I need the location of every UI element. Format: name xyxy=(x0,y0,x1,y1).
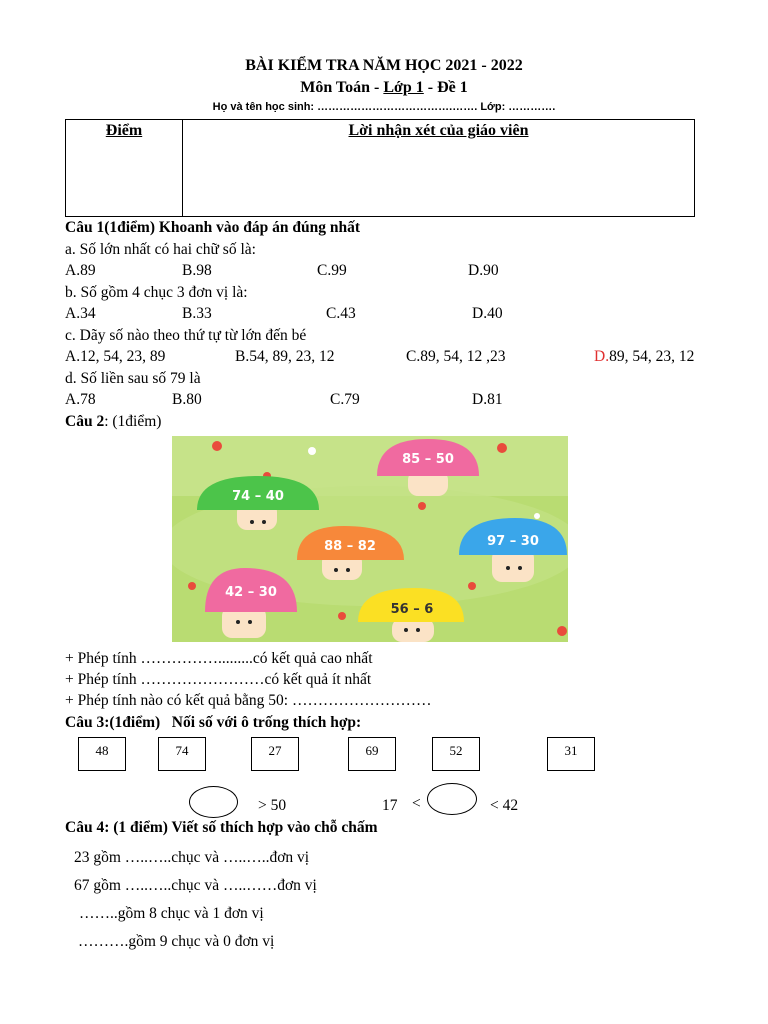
q4-line-9-chuc: ……….gồm 9 chục và 0 đơn vị xyxy=(78,933,275,950)
q1a-question: a. Số lớn nhất có hai chữ số là: xyxy=(65,241,256,258)
number-box-27[interactable]: 27 xyxy=(251,737,299,771)
q1c-option-a[interactable]: A.12, 54, 23, 89 xyxy=(65,348,166,365)
mushroom-label-2: 74 – 40 xyxy=(232,489,284,504)
q1b-option-a[interactable]: A.34 xyxy=(65,305,96,322)
mushroom-label-1: 85 – 50 xyxy=(402,452,454,467)
q1d-option-d[interactable]: D.81 xyxy=(472,391,503,408)
q2-line-highest: + Phép tính …………….........có kết quả cao nhất xyxy=(65,650,373,667)
q1c-question: c. Dãy số nào theo thứ tự từ lớn đến bé xyxy=(65,327,307,344)
mushroom-label-4: 97 – 30 xyxy=(487,534,539,549)
q1d-question: d. Số liền sau số 79 là xyxy=(65,370,201,387)
q1b-option-c[interactable]: C.43 xyxy=(326,305,356,322)
answer-oval-greater-50[interactable] xyxy=(189,786,238,818)
q1c-option-d-value: 89, 54, 23, 12 xyxy=(609,348,695,365)
mushroom-label-6: 56 – 6 xyxy=(390,602,434,617)
q3-title-label: Câu 3:(1điểm) xyxy=(65,714,161,731)
number-box-69[interactable]: 69 xyxy=(348,737,396,771)
q3-instruction: Nối số với ô trống thích hợp: xyxy=(171,714,362,731)
q2-points: : (1điểm) xyxy=(104,413,162,430)
q2-line-lowest: + Phép tính ……………………có kết quả ít nhất xyxy=(65,671,372,688)
q1c-option-d-letter: D. xyxy=(594,348,610,365)
condition-greater-50: > 50 xyxy=(258,797,287,814)
q1a-option-a[interactable]: A.89 xyxy=(65,262,96,279)
q2-title xyxy=(65,413,161,431)
q4-line-8-chuc: ……..gồm 8 chục và 1 đơn vị xyxy=(79,905,264,922)
condition-less-than-sign: < xyxy=(412,795,421,812)
q1d-option-b[interactable]: B.80 xyxy=(172,391,202,408)
number-box-74[interactable]: 74 xyxy=(158,737,206,771)
q1d-option-c[interactable]: C.79 xyxy=(330,391,360,408)
grade-label: Lớp 1 xyxy=(383,79,424,96)
exam-title: BÀI KIỂM TRA NĂM HỌC 2021 - 2022 xyxy=(245,57,523,74)
q1a-option-d[interactable]: D.90 xyxy=(468,262,499,279)
q1a-option-b[interactable]: B.98 xyxy=(182,262,212,279)
number-box-31[interactable]: 31 xyxy=(547,737,595,771)
q2-line-equals-50: + Phép tính nào có kết quả bằng 50: ……………………… xyxy=(65,692,432,709)
q1d-option-a[interactable]: A.78 xyxy=(65,391,96,408)
mushroom-illustration xyxy=(172,436,568,642)
q4-line-23: 23 gồm …..…..chục và …..…..đơn vị xyxy=(74,849,310,866)
q1c-option-b[interactable]: B.54, 89, 23, 12 xyxy=(235,348,335,365)
q1c-option-c[interactable]: C.89, 54, 12 ,23 xyxy=(406,348,506,365)
subtitle-separator: - xyxy=(427,79,434,96)
subject-label: Môn Toán - xyxy=(300,79,380,96)
number-box-52[interactable]: 52 xyxy=(432,737,480,771)
q2-title-label: Câu 2 xyxy=(65,413,105,430)
q4-title: Câu 4: (1 điểm) Viết số thích hợp vào chỗ chấm xyxy=(65,819,378,836)
condition-less-42: < 42 xyxy=(490,797,519,814)
number-box-48[interactable]: 48 xyxy=(78,737,126,771)
q3-title xyxy=(65,714,361,732)
mushroom-label-3: 88 – 82 xyxy=(324,539,376,554)
q1a-option-c[interactable]: C.99 xyxy=(317,262,347,279)
condition-17-label: 17 xyxy=(382,797,398,814)
score-header: Điểm xyxy=(105,122,143,139)
exam-number: Đề 1 xyxy=(437,79,468,96)
q1b-option-d[interactable]: D.40 xyxy=(472,305,503,322)
q1b-option-b[interactable]: B.33 xyxy=(182,305,212,322)
mushroom-label-5: 42 – 30 xyxy=(225,585,277,600)
q1c-option-d[interactable] xyxy=(594,348,694,366)
q4-line-67: 67 gồm …..…..chục và …..……đơn vị xyxy=(74,877,317,894)
teacher-comment-header: Lời nhận xét của giáo viên xyxy=(348,122,529,139)
exam-subtitle xyxy=(0,79,768,97)
q1-title: Câu 1(1điểm) Khoanh vào đáp án đúng nhất xyxy=(65,219,361,236)
student-info-line: Họ và tên học sinh: ……………………………….……. Lớp: …………. xyxy=(212,101,556,113)
answer-oval-between-17-42[interactable] xyxy=(427,783,477,815)
score-table xyxy=(65,119,695,217)
q1b-question: b. Số gồm 4 chục 3 đơn vị là: xyxy=(65,284,248,301)
